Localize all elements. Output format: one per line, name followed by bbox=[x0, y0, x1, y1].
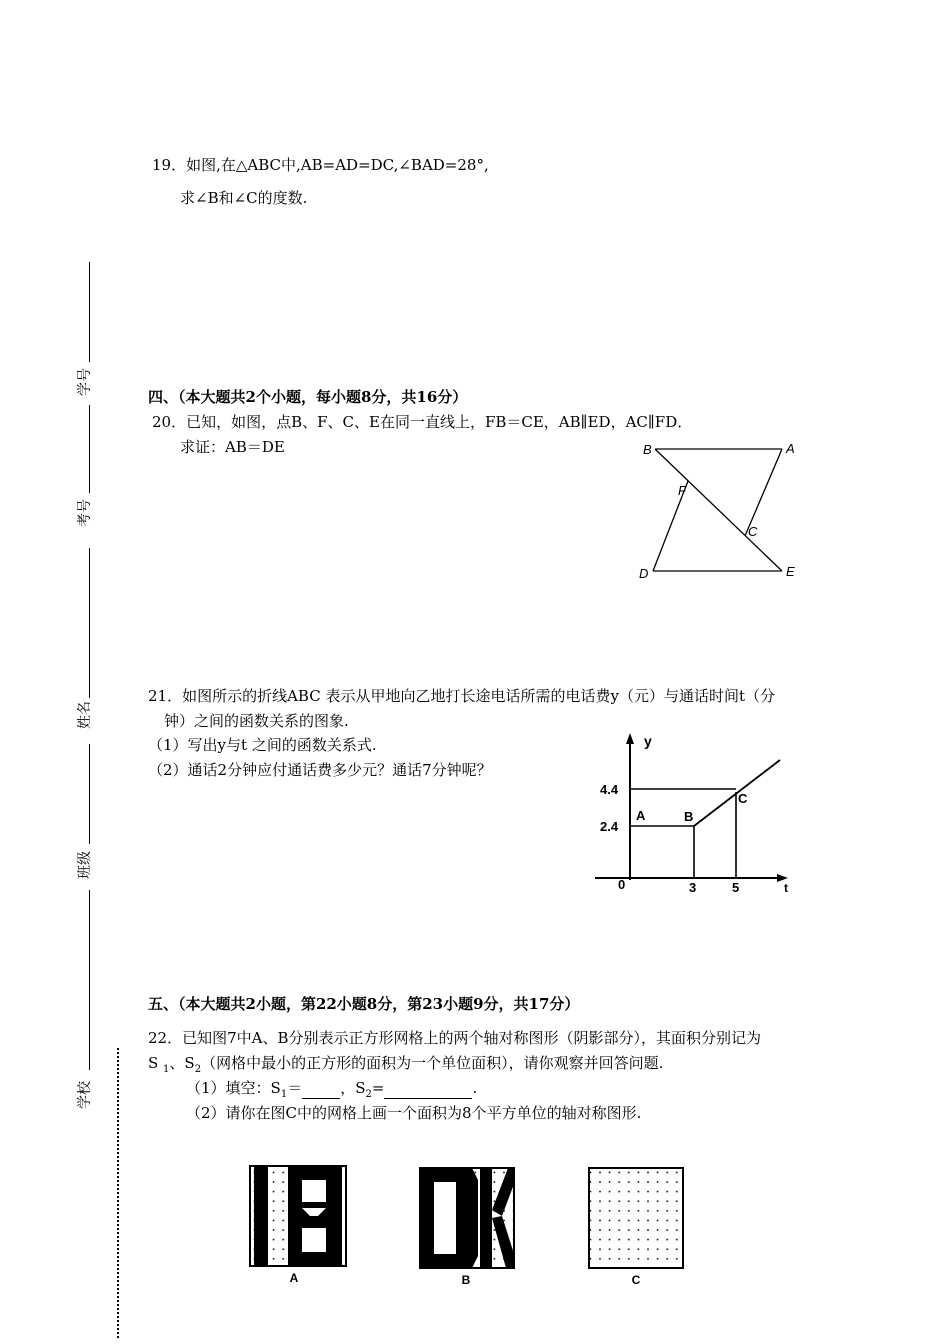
q21-part1: （1）写出y与t 之间的函数关系式. bbox=[148, 736, 377, 754]
figure-c-label: C bbox=[631, 1273, 641, 1287]
q21-line2: 钟）之间的函数关系的图象. bbox=[164, 712, 349, 730]
q21-line1: 21．如图所示的折线ABC 表示从甲地向乙地打长途电话所需的电话费y（元）与通话时间t（分 bbox=[148, 687, 775, 705]
t-tick-3: 3 bbox=[689, 880, 697, 895]
y-axis-label: y bbox=[644, 733, 652, 749]
y-axis-arrow bbox=[626, 733, 634, 744]
margin-label-name: 姓名 bbox=[77, 701, 93, 729]
point-b-label: B bbox=[684, 809, 694, 824]
figure-a bbox=[250, 1166, 346, 1285]
label-d: D bbox=[639, 566, 649, 581]
segment-be bbox=[655, 449, 782, 571]
q22-part2: （2）请你在图C中的网格上画一个面积为8个平方单位的轴对称图形. bbox=[186, 1104, 642, 1122]
q22-part1: （1）填空：$S_1=$ ，$S_2=$ . bbox=[186, 1079, 478, 1100]
binding-dotted-line bbox=[117, 1048, 119, 1338]
q19-line1: 19．如图,在△ABC中,AB=AD=DC,∠BAD=28°, bbox=[152, 156, 489, 174]
q21-part2: （2）通话2分钟应付通话费多少元？通话7分钟呢？ bbox=[148, 761, 492, 779]
margin-line-3 bbox=[89, 548, 90, 698]
section5-title: 五、（本大题共2小题，第22小题8分，第23小题9分，共17分） bbox=[148, 995, 580, 1013]
figure-b bbox=[420, 1168, 514, 1287]
answer-blank-s2[interactable] bbox=[384, 1078, 472, 1099]
q22-figures bbox=[240, 1158, 700, 1293]
segment-bc bbox=[694, 760, 780, 826]
q20-line1: 20．已知，如图，点B、F、C、E在同一直线上，FB＝CE，AB∥ED，AC∥FD． bbox=[152, 413, 693, 431]
point-a-label: A bbox=[636, 808, 646, 823]
figure-a-label: A bbox=[289, 1271, 299, 1285]
figure-b-label: B bbox=[461, 1273, 471, 1287]
label-c: C bbox=[748, 524, 758, 539]
margin-line-1 bbox=[89, 262, 90, 362]
label-e: E bbox=[786, 564, 795, 579]
label-f: F bbox=[678, 483, 686, 498]
margin-line-5 bbox=[89, 890, 90, 1070]
y-tick-4-4: 4.4 bbox=[600, 782, 619, 797]
margin-label-school: 学校 bbox=[77, 1081, 93, 1109]
t-tick-5: 5 bbox=[732, 880, 740, 895]
margin-label-class: 班级 bbox=[77, 851, 93, 879]
answer-blank-s1[interactable] bbox=[302, 1078, 340, 1099]
q20-line2: 求证：AB＝DE bbox=[180, 438, 285, 456]
q20-figure bbox=[635, 435, 805, 585]
t-axis-label: t bbox=[784, 881, 788, 895]
margin-line-2 bbox=[89, 405, 90, 493]
margin-line-4 bbox=[89, 744, 90, 844]
q22-line1: 22．已知图7中A、B分别表示正方形网格上的两个轴对称图形（阴影部分），其面积分别记为 bbox=[148, 1029, 761, 1047]
label-b: B bbox=[643, 442, 652, 457]
margin-label-exam-no: 考号 bbox=[77, 499, 93, 527]
margin-label-student-no: 学号 bbox=[77, 368, 93, 396]
origin-label: 0 bbox=[618, 877, 626, 892]
section4-title: 四、（本大题共2个小题，每小题8分，共16分） bbox=[148, 388, 468, 406]
point-c-label: C bbox=[738, 791, 748, 806]
y-tick-2-4: 2.4 bbox=[600, 819, 619, 834]
segment-ac bbox=[745, 449, 782, 536]
q19-line2: 求∠B和∠C的度数. bbox=[180, 189, 308, 207]
q21-graph bbox=[590, 730, 805, 902]
figure-c bbox=[589, 1168, 683, 1287]
q22-line2: S $_1$、$S_2$（网格中最小的正方形的面积为一个单位面积），请你观察并回答问题. bbox=[148, 1054, 664, 1075]
label-a: A bbox=[786, 441, 795, 456]
